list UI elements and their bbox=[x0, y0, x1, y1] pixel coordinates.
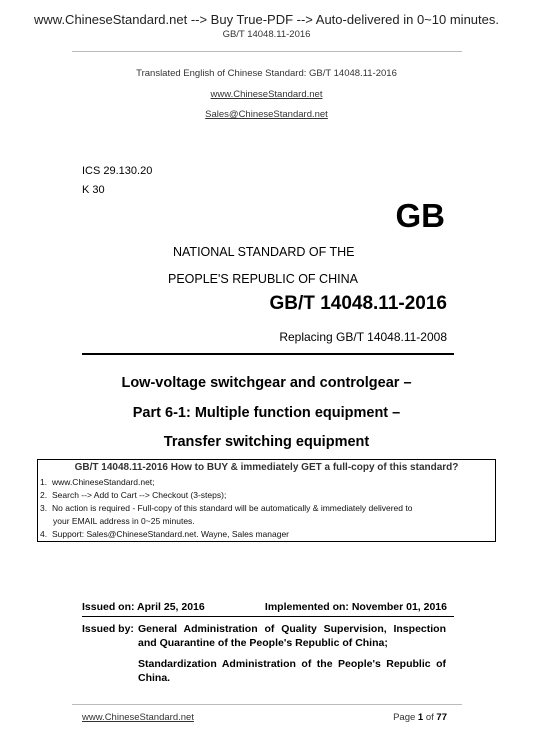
issued-by-label: Issued by: bbox=[82, 623, 134, 635]
footer-website-link[interactable]: www.ChineseStandard.net bbox=[82, 712, 194, 723]
purchase-step-continuation: your EMAIL address in 0~25 minutes. bbox=[53, 516, 195, 526]
page-indicator: Page 1 of 77 bbox=[393, 712, 447, 723]
national-standard-line2: PEOPLE'S REPUBLIC OF CHINA bbox=[168, 272, 358, 286]
translation-note: Translated English of Chinese Standard: GB/T 14048.11-2016 bbox=[136, 68, 397, 79]
standard-number: GB/T 14048.11-2016 bbox=[269, 293, 447, 314]
title-divider bbox=[82, 353, 454, 355]
issuer-block bbox=[138, 623, 446, 685]
dates-divider bbox=[82, 616, 454, 617]
title-line1: Low-voltage switchgear and controlgear – bbox=[121, 375, 412, 391]
implemented-date: Implemented on: November 01, 2016 bbox=[264, 601, 447, 613]
email-link[interactable]: Sales@ChineseStandard.net bbox=[205, 109, 328, 120]
page-total: 77 bbox=[436, 712, 447, 723]
page-current: 1 bbox=[417, 712, 424, 723]
purchase-step: 4. Support: Sales@ChineseStandard.net. Wayne, Sales manager bbox=[40, 529, 290, 539]
header-divider bbox=[72, 51, 462, 52]
header-banner: www.ChineseStandard.net --> Buy True-PDF --> Auto-delivered in 0~10 minutes. bbox=[34, 12, 499, 27]
title-line2: Part 6-1: Multiple function equipment – bbox=[132, 405, 401, 421]
gb-mark: GB bbox=[395, 197, 445, 234]
issuer-org1: General Administration of Quality Supervision, Inspection and Quarantine of the People's Republic of China; bbox=[138, 623, 446, 649]
issued-date: Issued on: April 25, 2016 bbox=[82, 601, 205, 613]
replacing-note: Replacing GB/T 14048.11-2008 bbox=[279, 330, 447, 344]
ccs-code: K 30 bbox=[82, 184, 105, 196]
footer-divider bbox=[72, 704, 462, 705]
issuer-org2: Standardization Administration of the People's Republic of China. bbox=[138, 658, 446, 684]
ics-code: ICS 29.130.20 bbox=[82, 165, 153, 177]
purchase-step-website[interactable]: www.ChineseStandard.net; bbox=[52, 477, 155, 487]
purchase-step-support: Support: Sales@ChineseStandard.net. Wayne, Sales manager bbox=[52, 529, 290, 539]
purchase-step: 2. Search --> Add to Cart --> Checkout (3-steps); bbox=[40, 490, 227, 500]
purchase-step: 3. No action is required - Full-copy of this standard will be automatically & immediately delivered to bbox=[40, 503, 413, 513]
purchase-box bbox=[37, 459, 496, 542]
header-doc-code: GB/T 14048.11-2016 bbox=[222, 29, 311, 40]
national-standard-line1: NATIONAL STANDARD OF THE bbox=[173, 245, 355, 259]
website-link[interactable]: www.ChineseStandard.net bbox=[210, 89, 323, 100]
purchase-heading: GB/T 14048.11-2016 How to BUY & immediately GET a full-copy of this standard? bbox=[74, 462, 459, 473]
title-line3: Transfer switching equipment bbox=[163, 434, 370, 450]
purchase-step: 1. www.ChineseStandard.net; bbox=[40, 477, 155, 487]
